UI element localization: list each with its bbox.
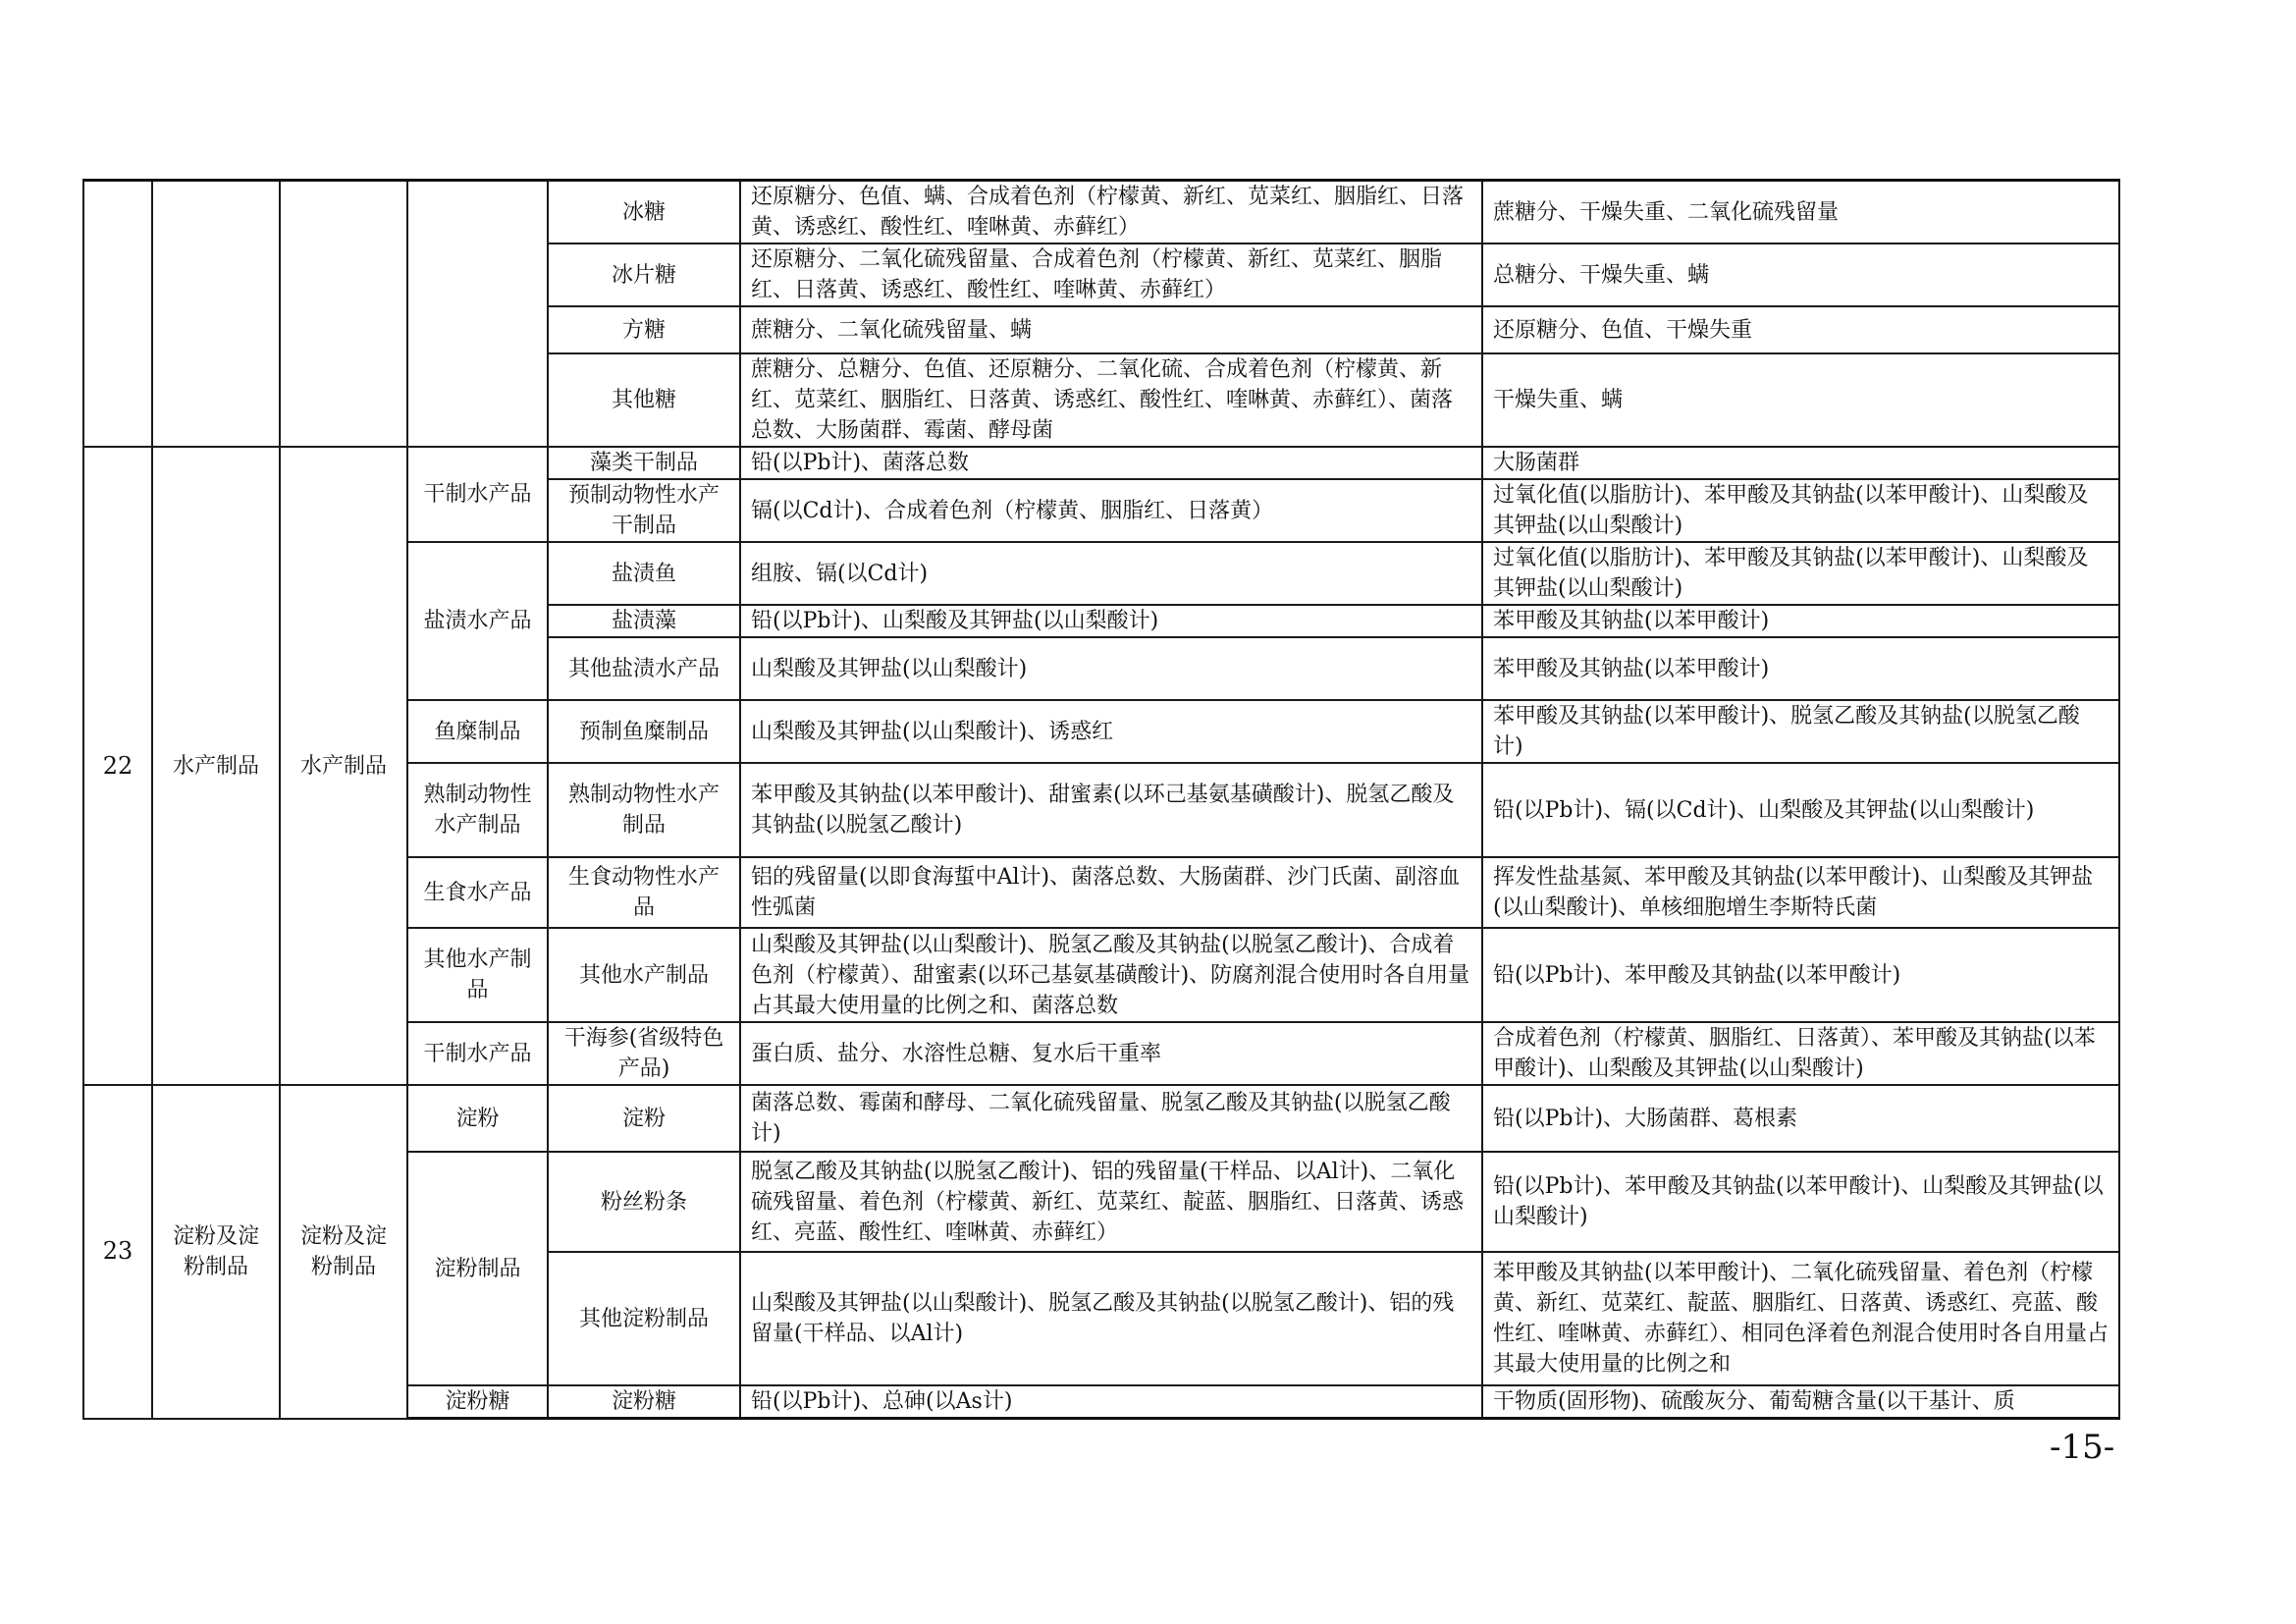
subtype-cell: 鱼糜制品 [407,700,548,763]
detail-cell: 方糖 [548,306,740,353]
detail-cell: 熟制动物性水产制品 [548,763,740,857]
type-cell: 水产制品 [280,447,407,1085]
detail-cell: 其他糖 [548,353,740,447]
optional-items-cell: 还原糖分、色值、干燥失重 [1482,306,2119,353]
food-sampling-table [82,179,2120,1420]
optional-items-cell: 苯甲酸及其钠盐(以苯甲酸计)、脱氢乙酸及其钠盐(以脱氢乙酸计) [1482,700,2119,763]
optional-items-cell: 合成着色剂（柠檬黄、胭脂红、日落黄）、苯甲酸及其钠盐(以苯甲酸计)、山梨酸及其钾盐(以山梨酸计) [1482,1022,2119,1085]
detail-cell: 冰片糖 [548,244,740,306]
detail-cell: 冰糖 [548,181,740,244]
optional-items-cell: 铅(以Pb计)、大肠菌群、葛根素 [1482,1085,2119,1152]
subtype-cell: 熟制动物性水产制品 [407,763,548,857]
detail-cell: 预制鱼糜制品 [548,700,740,763]
subtype-cell: 淀粉糖 [407,1385,548,1419]
required-items-cell: 镉(以Cd计)、合成着色剂（柠檬黄、胭脂红、日落黄） [740,479,1482,542]
optional-items-cell: 总糖分、干燥失重、螨 [1482,244,2119,306]
required-items-cell: 菌落总数、霉菌和酵母、二氧化硫残留量、脱氢乙酸及其钠盐(以脱氢乙酸计) [740,1085,1482,1152]
optional-items-cell: 干燥失重、螨 [1482,353,2119,447]
required-items-cell: 蔗糖分、二氧化硫残留量、螨 [740,306,1482,353]
required-items-cell: 山梨酸及其钾盐(以山梨酸计) [740,637,1482,700]
subtype-cell: 盐渍水产品 [407,542,548,700]
detail-cell: 粉丝粉条 [548,1152,740,1252]
subtype-cell: 淀粉制品 [407,1152,548,1385]
category-cell [152,181,280,448]
detail-cell: 预制动物性水产干制品 [548,479,740,542]
subtype-cell: 干制水产品 [407,1022,548,1085]
category-cell: 淀粉及淀粉制品 [152,1085,280,1419]
subtype-cell: 淀粉 [407,1085,548,1152]
required-items-cell: 还原糖分、色值、螨、合成着色剂（柠檬黄、新红、苋菜红、胭脂红、日落黄、诱惑红、酸性红、喹啉黄、赤藓红） [740,181,1482,244]
required-items-cell: 蛋白质、盐分、水溶性总糖、复水后干重率 [740,1022,1482,1085]
subtype-cell [407,181,548,448]
optional-items-cell: 干物质(固形物)、硫酸灰分、葡萄糖含量(以干基计、质 [1482,1385,2119,1419]
optional-items-cell: 铅(以Pb计)、苯甲酸及其钠盐(以苯甲酸计) [1482,928,2119,1022]
type-cell: 淀粉及淀粉制品 [280,1085,407,1419]
subtype-cell: 干制水产品 [407,447,548,542]
required-items-cell: 山梨酸及其钾盐(以山梨酸计)、脱氢乙酸及其钠盐(以脱氢乙酸计)、合成着色剂（柠檬黄）、甜蜜素(以环己基氨基磺酸计)、防腐剂混合使用时各自用量占其最大使用量的比例之和、菌落总数 [740,928,1482,1022]
detail-cell: 其他水产制品 [548,928,740,1022]
optional-items-cell: 苯甲酸及其钠盐(以苯甲酸计) [1482,605,2119,637]
required-items-cell: 脱氢乙酸及其钠盐(以脱氢乙酸计)、铝的残留量(干样品、以Al计)、二氧化硫残留量、着色剂（柠檬黄、新红、苋菜红、靛蓝、胭脂红、日落黄、诱惑红、亮蓝、酸性红、喹啉黄、赤藓红） [740,1152,1482,1252]
category-cell: 水产制品 [152,447,280,1085]
subtype-cell: 其他水产制品 [407,928,548,1022]
row-number-cell: 23 [83,1085,152,1419]
required-items-cell: 组胺、镉(以Cd计) [740,542,1482,605]
detail-cell: 盐渍鱼 [548,542,740,605]
optional-items-cell: 蔗糖分、干燥失重、二氧化硫残留量 [1482,181,2119,244]
optional-items-cell: 过氧化值(以脂肪计)、苯甲酸及其钠盐(以苯甲酸计)、山梨酸及其钾盐(以山梨酸计) [1482,479,2119,542]
detail-cell: 其他淀粉制品 [548,1252,740,1385]
type-cell [280,181,407,448]
optional-items-cell: 大肠菌群 [1482,447,2119,479]
detail-cell: 藻类干制品 [548,447,740,479]
subtype-cell: 生食水产品 [407,857,548,928]
optional-items-cell: 挥发性盐基氮、苯甲酸及其钠盐(以苯甲酸计)、山梨酸及其钾盐(以山梨酸计)、单核细胞增生李斯特氏菌 [1482,857,2119,928]
detail-cell: 其他盐渍水产品 [548,637,740,700]
detail-cell: 生食动物性水产品 [548,857,740,928]
optional-items-cell: 过氧化值(以脂肪计)、苯甲酸及其钠盐(以苯甲酸计)、山梨酸及其钾盐(以山梨酸计) [1482,542,2119,605]
required-items-cell: 铅(以Pb计)、山梨酸及其钾盐(以山梨酸计) [740,605,1482,637]
optional-items-cell: 铅(以Pb计)、镉(以Cd计)、山梨酸及其钾盐(以山梨酸计) [1482,763,2119,857]
optional-items-cell: 苯甲酸及其钠盐(以苯甲酸计) [1482,637,2119,700]
required-items-cell: 苯甲酸及其钠盐(以苯甲酸计)、甜蜜素(以环己基氨基磺酸计)、脱氢乙酸及其钠盐(以脱氢乙酸计) [740,763,1482,857]
detail-cell: 淀粉糖 [548,1385,740,1419]
detail-cell: 淀粉 [548,1085,740,1152]
required-items-cell: 蔗糖分、总糖分、色值、还原糖分、二氧化硫、合成着色剂（柠檬黄、新红、苋菜红、胭脂红、日落黄、诱惑红、酸性红、喹啉黄、赤藓红）、菌落总数、大肠菌群、霉菌、酵母菌 [740,353,1482,447]
required-items-cell: 山梨酸及其钾盐(以山梨酸计)、脱氢乙酸及其钠盐(以脱氢乙酸计)、铝的残留量(干样品、以Al计) [740,1252,1482,1385]
detail-cell: 盐渍藻 [548,605,740,637]
optional-items-cell: 苯甲酸及其钠盐(以苯甲酸计)、二氧化硫残留量、着色剂（柠檬黄、新红、苋菜红、靛蓝、胭脂红、日落黄、诱惑红、亮蓝、酸性红、喹啉黄、赤藓红）、相同色泽着色剂混合使用时各自用量占其最大使用量的比例之和 [1482,1252,2119,1385]
required-items-cell: 还原糖分、二氧化硫残留量、合成着色剂（柠檬黄、新红、苋菜红、胭脂红、日落黄、诱惑红、酸性红、喹啉黄、赤藓红） [740,244,1482,306]
row-number-cell: 22 [83,447,152,1085]
required-items-cell: 铅(以Pb计)、总砷(以As计) [740,1385,1482,1419]
row-number-cell [83,181,152,448]
required-items-cell: 山梨酸及其钾盐(以山梨酸计)、诱惑红 [740,700,1482,763]
required-items-cell: 铝的残留量(以即食海蜇中Al计)、菌落总数、大肠菌群、沙门氏菌、副溶血性弧菌 [740,857,1482,928]
optional-items-cell: 铅(以Pb计)、苯甲酸及其钠盐(以苯甲酸计)、山梨酸及其钾盐(以山梨酸计) [1482,1152,2119,1252]
detail-cell: 干海参(省级特色产品) [548,1022,740,1085]
required-items-cell: 铅(以Pb计)、菌落总数 [740,447,1482,479]
page-number: -15- [2050,1428,2115,1467]
